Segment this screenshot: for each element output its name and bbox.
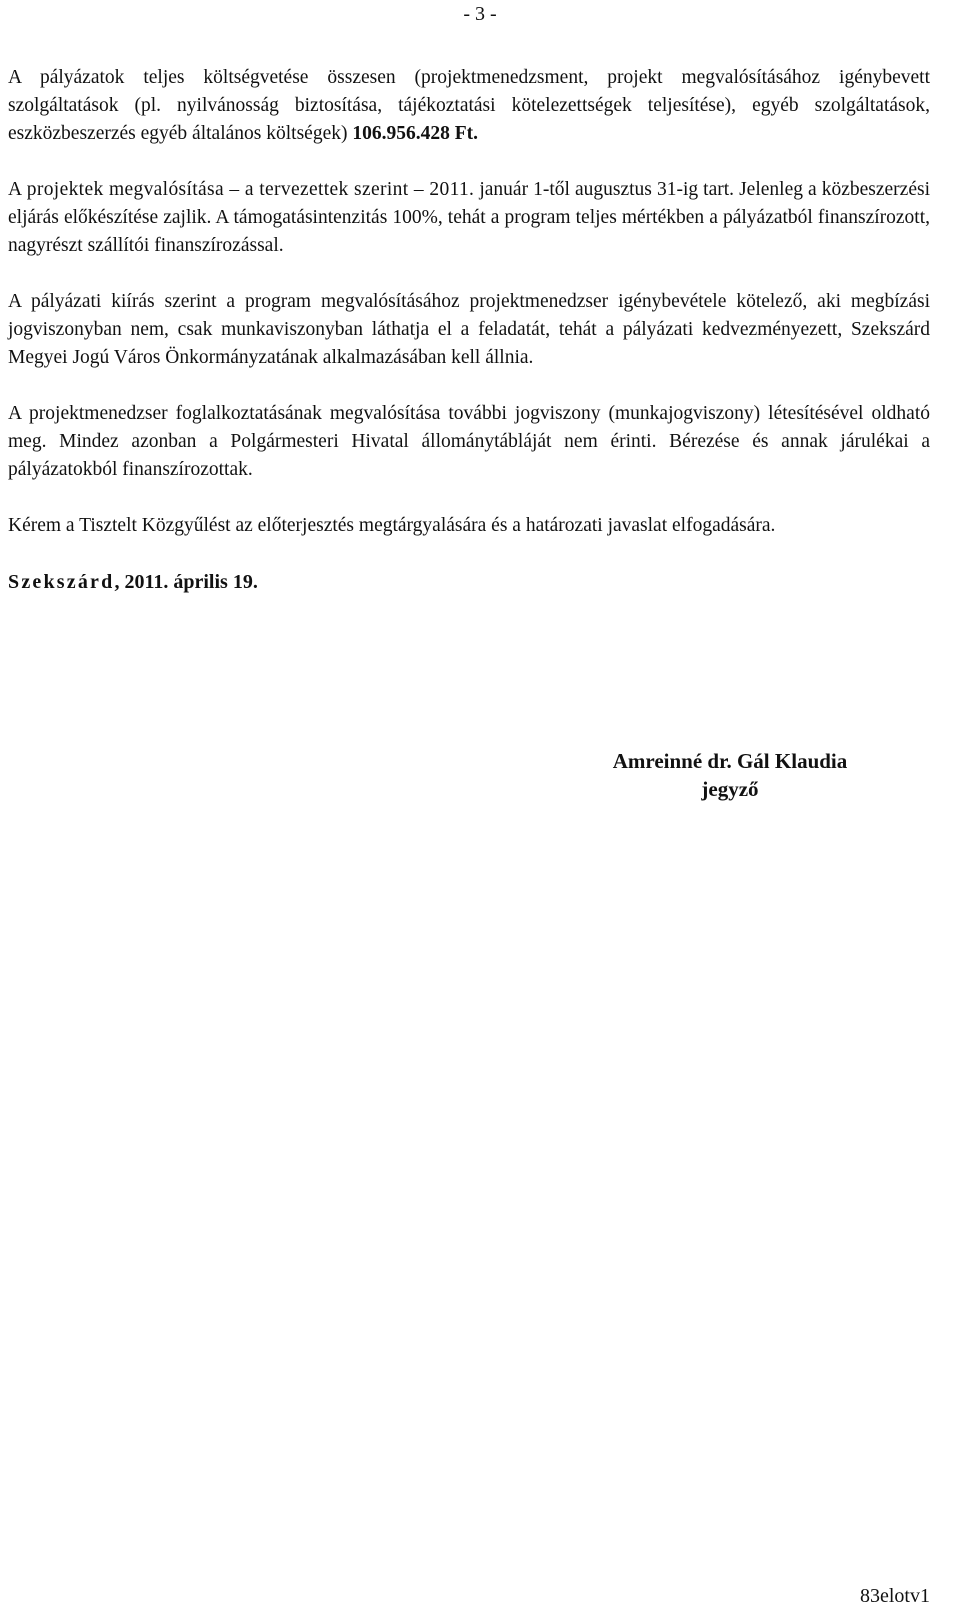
implementation-text-rest: Jelenleg a közbeszerzési eljárás előkészítése zajlik. A támogatásintenzitás 100%, tehát a program teljes mértékben a pályázatból finanszírozott, nagyrészt szállítói finanszírozással.	[8, 179, 930, 256]
paragraph-employment: A projektmenedzser foglalkoztatásának megvalósítása további jogviszony (munkajogviszony) létesítésével oldható meg. Mindez azonban a Polgármesteri Hivatal állománytábláját nem érinti. Bérezése és annak járulékai a pályázatokból finanszírozottak.	[8, 403, 930, 480]
dateline-place: Szekszárd	[8, 571, 115, 593]
paragraph-budget	[8, 64, 930, 148]
page-number: - 3 -	[463, 3, 497, 25]
signature-name: Amreinné dr. Gál Klaudia	[612, 749, 848, 773]
budget-amount: 106.956.428 Ft.	[352, 123, 479, 144]
footer-document-code: 83elotv1	[860, 1585, 930, 1607]
dateline-date: , 2011. április 19.	[114, 571, 258, 593]
signature-block	[590, 747, 870, 803]
document-body	[8, 64, 930, 596]
signature-title: jegyző	[701, 777, 759, 801]
implementation-text-b: január 1-től augusztus 31-ig tart.	[479, 179, 735, 200]
budget-text: A pályázatok teljes költségvetése összesen (projektmenedzsment, projekt megvalósításához igénybevett szolgáltatások (pl. nyilvánosság biztosítása, tájékoztatási kötelezettségek teljesítése), egyéb szolgáltatások, eszközbeszerzés egyéb általános költségek)	[8, 67, 930, 144]
paragraph-project-manager: A pályázati kiírás szerint a program megvalósításához projektmenedzser igénybevétele kötelező, aki megbízási jogviszonyban nem, csak munkaviszonyban láthatja el a feladatát, tehát a pályázati kedvezményezett, Szekszárd Megyei Jogú Város Önkormányzatának alkalmazásában kell állnia.	[8, 291, 930, 368]
implementation-text-a: A projektek megvalósítása – a tervezettek szerint – 2011.	[8, 179, 475, 200]
paragraph-request: Kérem a Tisztelt Közgyűlést az előterjesztés megtárgyalására és a határozati javaslat elfogadására.	[8, 515, 776, 536]
dateline	[8, 568, 930, 596]
paragraph-implementation	[8, 176, 930, 260]
